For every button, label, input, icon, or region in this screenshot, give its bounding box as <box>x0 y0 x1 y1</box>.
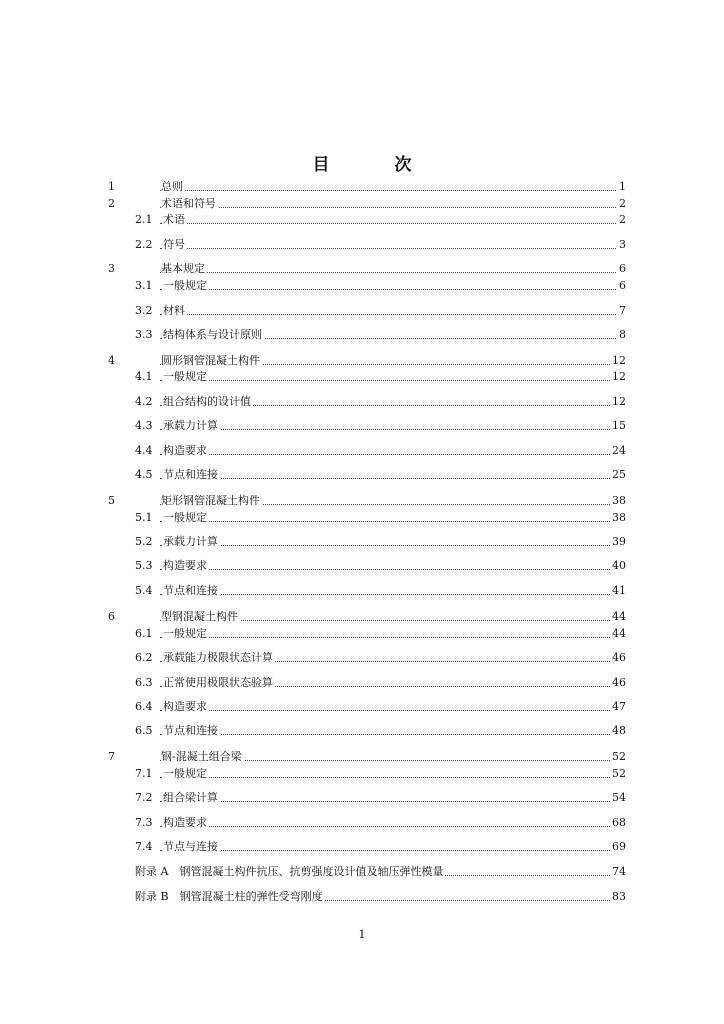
toc-entry-number: 5.4 <box>135 584 153 597</box>
toc-entry-page: 8 <box>619 328 626 341</box>
toc-chapter-entry[interactable] <box>0 353 724 369</box>
toc-entry-page: 52 <box>612 750 626 763</box>
toc-leader-dots <box>160 207 624 208</box>
toc-leader-dots <box>160 272 624 273</box>
toc-entry-title: 正常使用极限状态验算 <box>163 676 273 689</box>
toc-leader-dots <box>160 289 624 290</box>
toc-section-entry[interactable] <box>0 815 724 831</box>
toc-section-entry[interactable] <box>0 327 724 343</box>
toc-entry-page: 41 <box>612 584 626 597</box>
toc-entry-number: 5.2 <box>135 535 153 548</box>
toc-entry-number: 6.5 <box>135 724 153 737</box>
toc-entry-page: 12 <box>612 354 626 367</box>
toc-entry-page: 12 <box>612 370 626 383</box>
toc-entry-page: 52 <box>612 767 626 780</box>
toc-entry-title: 附录 A 钢管混凝土构件抗压、抗剪强度设计值及轴压弹性模量 <box>135 865 444 878</box>
toc-leader-dots <box>160 826 624 827</box>
toc-leader-dots <box>160 734 624 735</box>
toc-section-entry[interactable] <box>0 583 724 599</box>
toc-entry-page: 7 <box>619 304 626 317</box>
toc-section-entry[interactable] <box>0 699 724 715</box>
toc-leader-dots <box>160 478 624 479</box>
toc-entry-page: 24 <box>612 444 626 457</box>
toc-entry-title: 符号 <box>163 238 185 251</box>
toc-section-entry[interactable] <box>0 418 724 434</box>
toc-section-entry[interactable] <box>0 558 724 574</box>
toc-title: 目 次 <box>312 155 436 175</box>
toc-entry-title: 构造要求 <box>163 700 207 713</box>
toc-entry-number: 5.3 <box>135 559 153 572</box>
toc-entry-title: 一般规定 <box>163 627 207 640</box>
toc-entry-page: 68 <box>612 816 626 829</box>
toc-entry-number: 4.1 <box>135 370 153 383</box>
toc-entry-page: 40 <box>612 559 626 572</box>
toc-leader-dots <box>160 850 624 851</box>
toc-leader-dots <box>160 801 624 802</box>
toc-entry-number: 7.1 <box>135 767 153 780</box>
toc-entry-title: 构造要求 <box>163 444 207 457</box>
toc-leader-dots <box>160 637 624 638</box>
toc-entry-page: 38 <box>612 494 626 507</box>
toc-entry-title: 一般规定 <box>163 511 207 524</box>
toc-entry-title: 一般规定 <box>163 767 207 780</box>
toc-entry-number: 4.2 <box>135 395 153 408</box>
toc-entry-page: 54 <box>612 791 626 804</box>
toc-section-entry[interactable] <box>0 278 724 294</box>
toc-section-entry[interactable] <box>0 394 724 410</box>
toc-leader-dots <box>160 710 624 711</box>
toc-entry-number: 7.3 <box>135 816 153 829</box>
toc-section-entry[interactable] <box>0 369 724 385</box>
toc-entry-number: 2.2 <box>135 238 153 251</box>
toc-entry-number: 5 <box>108 494 115 507</box>
toc-section-entry[interactable] <box>0 534 724 550</box>
toc-entry-title: 组合结构的设计值 <box>163 395 251 408</box>
toc-entry-title: 节点与连接 <box>163 840 218 853</box>
toc-chapter-entry[interactable] <box>0 749 724 765</box>
toc-entry-page: 6 <box>619 279 626 292</box>
toc-entry-number: 4.5 <box>135 468 153 481</box>
toc-entry-page: 83 <box>612 890 626 903</box>
toc-entry-page: 46 <box>612 676 626 689</box>
toc-entry-number: 2 <box>108 197 115 210</box>
toc-entry-number: 7 <box>108 750 115 763</box>
toc-leader-dots <box>160 380 624 381</box>
toc-entry-title: 承载力计算 <box>163 419 218 432</box>
toc-entry-page: 1 <box>619 180 626 193</box>
toc-entry-page: 39 <box>612 535 626 548</box>
toc-entry-page: 25 <box>612 468 626 481</box>
toc-entry-page: 15 <box>612 419 626 432</box>
toc-entry-title: 术语 <box>163 213 185 226</box>
toc-entry-title: 总则 <box>161 180 183 193</box>
toc-section-entry[interactable] <box>0 510 724 526</box>
toc-entry-page: 44 <box>612 610 626 623</box>
toc-entry-number: 7.4 <box>135 840 153 853</box>
toc-entry-title: 节点和连接 <box>163 584 218 597</box>
toc-entry-page: 44 <box>612 627 626 640</box>
toc-leader-dots <box>160 454 624 455</box>
toc-entry-page: 48 <box>612 724 626 737</box>
toc-entry-number: 4.3 <box>135 419 153 432</box>
toc-entry-number: 3.2 <box>135 304 153 317</box>
toc-leader-dots <box>160 314 624 315</box>
toc-entry-page: 2 <box>619 213 626 226</box>
toc-section-entry[interactable] <box>0 766 724 782</box>
toc-section-entry[interactable] <box>0 443 724 459</box>
toc-entry-page: 69 <box>612 840 626 853</box>
toc-entry-title: 圆形钢管混凝土构件 <box>161 354 260 367</box>
toc-leader-dots <box>160 190 624 191</box>
toc-section-entry[interactable] <box>0 839 724 855</box>
toc-entry-number: 4.4 <box>135 444 153 457</box>
toc-leader-dots <box>160 521 624 522</box>
toc-entry-title: 附录 B 钢管混凝土柱的弹性受弯刚度 <box>135 890 323 903</box>
toc-entry-number: 6.3 <box>135 676 153 689</box>
toc-entry-page: 47 <box>612 700 626 713</box>
toc-entry-title: 承载力计算 <box>163 535 218 548</box>
toc-entry-number: 6.1 <box>135 627 153 640</box>
toc-appendix-entry[interactable] <box>0 889 724 905</box>
toc-entry-number: 3.1 <box>135 279 153 292</box>
toc-section-entry[interactable] <box>0 237 724 253</box>
toc-entry-title: 节点和连接 <box>163 468 218 481</box>
toc-entry-title: 组合梁计算 <box>163 791 218 804</box>
toc-entry-title: 型钢混凝土构件 <box>161 610 238 623</box>
toc-chapter-entry[interactable] <box>0 493 724 509</box>
toc-entry-number: 1 <box>108 180 115 193</box>
toc-leader-dots <box>160 594 624 595</box>
toc-entry-title: 承载能力极限状态计算 <box>163 651 273 664</box>
toc-entry-title: 结构体系与设计原则 <box>163 328 262 341</box>
toc-entry-title: 节点和连接 <box>163 724 218 737</box>
toc-appendix-entry[interactable] <box>0 864 724 880</box>
toc-chapter-entry[interactable] <box>0 179 724 195</box>
toc-entry-title: 基本规定 <box>161 262 205 275</box>
toc-chapter-entry[interactable] <box>0 261 724 277</box>
toc-entry-page: 12 <box>612 395 626 408</box>
toc-entry-number: 6 <box>108 610 115 623</box>
toc-leader-dots <box>160 429 624 430</box>
toc-entry-number: 6.2 <box>135 651 153 664</box>
toc-entry-title: 术语和符号 <box>161 197 216 210</box>
toc-section-entry[interactable] <box>0 626 724 642</box>
toc-entry-number: 3.3 <box>135 328 153 341</box>
toc-section-entry[interactable] <box>0 303 724 319</box>
toc-entry-title: 材料 <box>163 304 185 317</box>
toc-entry-page: 38 <box>612 511 626 524</box>
toc-entry-number: 5.1 <box>135 511 153 524</box>
toc-leader-dots <box>160 777 624 778</box>
toc-entry-page: 3 <box>619 238 626 251</box>
toc-section-entry[interactable] <box>0 790 724 806</box>
toc-entry-number: 6.4 <box>135 700 153 713</box>
toc-chapter-entry[interactable] <box>0 196 724 212</box>
toc-entry-number: 7.2 <box>135 791 153 804</box>
toc-section-entry[interactable] <box>0 723 724 739</box>
toc-entry-title: 构造要求 <box>163 816 207 829</box>
toc-section-entry[interactable] <box>0 467 724 483</box>
toc-leader-dots <box>160 545 624 546</box>
toc-entry-page: 74 <box>612 865 626 878</box>
toc-section-entry[interactable] <box>0 212 724 228</box>
toc-entry-page: 46 <box>612 651 626 664</box>
toc-entry-number: 3 <box>108 262 115 275</box>
toc-entry-title: 构造要求 <box>163 559 207 572</box>
toc-leader-dots <box>160 248 624 249</box>
toc-entry-number: 4 <box>108 354 115 367</box>
toc-chapter-entry[interactable] <box>0 609 724 625</box>
toc-section-entry[interactable] <box>0 675 724 691</box>
toc-leader-dots <box>160 223 624 224</box>
toc-entry-page: 6 <box>619 262 626 275</box>
toc-section-entry[interactable] <box>0 650 724 666</box>
toc-entry-page: 2 <box>619 197 626 210</box>
toc-entry-title: 一般规定 <box>163 370 207 383</box>
toc-entry-number: 2.1 <box>135 213 153 226</box>
toc-entry-title: 矩形钢管混凝土构件 <box>161 494 260 507</box>
toc-leader-dots <box>160 569 624 570</box>
page-number: 1 <box>358 928 366 941</box>
toc-entry-title: 一般规定 <box>163 279 207 292</box>
toc-entry-title: 钢-混凝土组合梁 <box>161 750 242 763</box>
